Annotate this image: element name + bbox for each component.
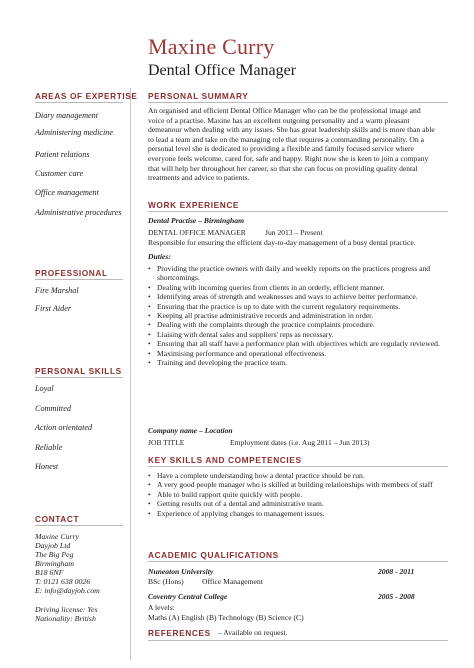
list-item: • Have a complete understanding how a dental practice should be run. — [148, 471, 365, 480]
contact-phone: T: 0121 638 0026 — [35, 577, 91, 586]
employer-1: Dental Practise – Birmingham — [148, 216, 244, 225]
list-item: • Liaising with dental sales and suppliers' reps as necessary. — [148, 329, 334, 339]
column-divider — [130, 88, 131, 660]
education-rule — [148, 561, 448, 562]
skills-heading: PERSONAL SKILLS — [35, 366, 122, 376]
expertise-item: Administering medicine — [35, 128, 113, 137]
work-rule — [148, 211, 448, 212]
work-heading: WORK EXPERIENCE — [148, 200, 240, 210]
list-item: • Experience of applying changes to management issues. — [148, 508, 325, 518]
skill-item: Committed — [35, 404, 71, 413]
driving-license: Driving license: Yes — [35, 605, 98, 614]
a-levels-label: A levels: — [148, 603, 175, 612]
professional-rule — [35, 279, 123, 280]
expertise-rule — [35, 102, 123, 103]
skill-item: Honest — [35, 462, 59, 471]
summary-heading: PERSONAL SUMMARY — [148, 91, 249, 101]
contact-rule — [35, 525, 123, 526]
list-item: • Dealing with the complaints through the practice complaints procedure. — [148, 320, 375, 330]
employer-2: Company name – Location — [148, 426, 233, 435]
list-item: • Ensuring that all staff have a performance plan with objectives which are regularly reviewed. — [148, 339, 440, 349]
expertise-item: Diary management — [35, 111, 98, 120]
list-item: • Able to build rapport quite quickly with people. — [148, 489, 303, 499]
school-2-years: 2005 - 2008 — [378, 592, 415, 601]
duties-list — [148, 264, 448, 367]
expertise-item: Office management — [35, 188, 99, 197]
references-text: – Available on request. — [218, 628, 288, 637]
list-item: • Keeping all practise administrative records and administration in order. — [148, 311, 374, 321]
job-title: Dental Office Manager — [148, 62, 297, 79]
a-levels-grades: Maths (A) English (B) Technology (B) Science (C) — [148, 613, 304, 622]
contact-company: Dayjob Ltd — [35, 541, 71, 550]
degree-1: BSc (Hons) — [148, 577, 184, 586]
summary-text: An organised and efficient Dental Office Manager who can be the professional image and voice of a practise. Maxine has an excellent outgoing personality and a warm pleasant demeanour when dealing with any issues. She has great leadership skills and is more than able to lead a team and take on the managing role that requires a commanding personality. On a personal level she is dedicated to providing a flexible and family focused service where everyone feels welcome, cared for, safe and happy. Right now she is keen to join a company that will help her throughout her career, so that she can focus on providing quality dental treatments and advice to patients. — [148, 106, 435, 183]
key-skills-list — [148, 471, 448, 518]
key-skills-rule — [148, 466, 448, 467]
skill-item: Loyal — [35, 384, 54, 393]
summary-rule — [148, 102, 448, 103]
school-1-years: 2008 - 2011 — [378, 567, 415, 576]
role-1: DENTAL OFFICE MANAGER — [148, 228, 246, 237]
school-2: Coventry Central College — [148, 592, 228, 601]
list-item: • Getting results out of a dental and administrative team. — [148, 499, 324, 509]
contact-heading: CONTACT — [35, 514, 80, 524]
professional-item: Fire Marshal — [35, 286, 79, 295]
professional-heading: PROFESSIONAL — [35, 268, 108, 278]
role-2: JOB TITLE — [148, 438, 185, 447]
skill-item: Action orientated — [35, 423, 93, 432]
skill-item: Reliable — [35, 443, 63, 452]
dates-1: Jun 2013 – Present — [265, 228, 323, 237]
list-item: • Providing the practice owners with daily and weekly reports on the practices progress and shortcomings. — [148, 264, 431, 283]
education-heading: ACADEMIC QUALIFICATIONS — [148, 550, 279, 560]
list-item: • Maximising performance and operational effectiveness. — [148, 348, 327, 358]
list-item: • Identifying areas of strength and weaknesses and ways to achieve better performance. — [148, 292, 418, 302]
contact-postcode: B18 6NF — [35, 568, 64, 577]
expertise-heading: AREAS OF EXPERTISE — [35, 91, 138, 101]
contact-city: Birmingham — [35, 559, 74, 568]
dates-2: Employment dates (i.e. Aug 2011 – Jun 2013) — [230, 438, 370, 447]
list-item: • Ensuring that the practice is up to date with the current regulatory requirements. — [148, 301, 401, 311]
expertise-item: Administrative procedures — [35, 208, 122, 217]
references-heading: REFERENCES — [148, 628, 211, 638]
skills-rule — [35, 377, 123, 378]
duties-label: Duties: — [148, 252, 171, 261]
school-1: Nuneaton University — [148, 567, 214, 576]
candidate-name: Maxine Curry — [148, 34, 275, 59]
professional-item: First Aider — [35, 304, 72, 313]
responsibility-1: Responsible for ensuring the efficient day-to-day management of a busy dental practice. — [148, 238, 416, 247]
list-item: • Dealing with incoming queries from clients in an orderly, efficient manner. — [148, 282, 385, 292]
list-item: • Training and developing the practice team. — [148, 358, 288, 368]
key-skills-heading: KEY SKILLS AND COMPETENCIES — [148, 455, 302, 465]
nationality: Nationality: British — [35, 614, 96, 623]
references-rule — [148, 640, 448, 641]
contact-street: The Big Peg — [35, 550, 74, 559]
contact-name: Maxine Curry — [35, 532, 79, 541]
expertise-item: Customer care — [35, 169, 84, 178]
subject-1: Office Management — [202, 577, 263, 586]
expertise-item: Patient relations — [35, 150, 90, 159]
list-item: • A very good people manager who is skilled at building relationships with members of staff — [148, 480, 433, 490]
contact-email: E: info@dayjob.com — [35, 586, 100, 595]
